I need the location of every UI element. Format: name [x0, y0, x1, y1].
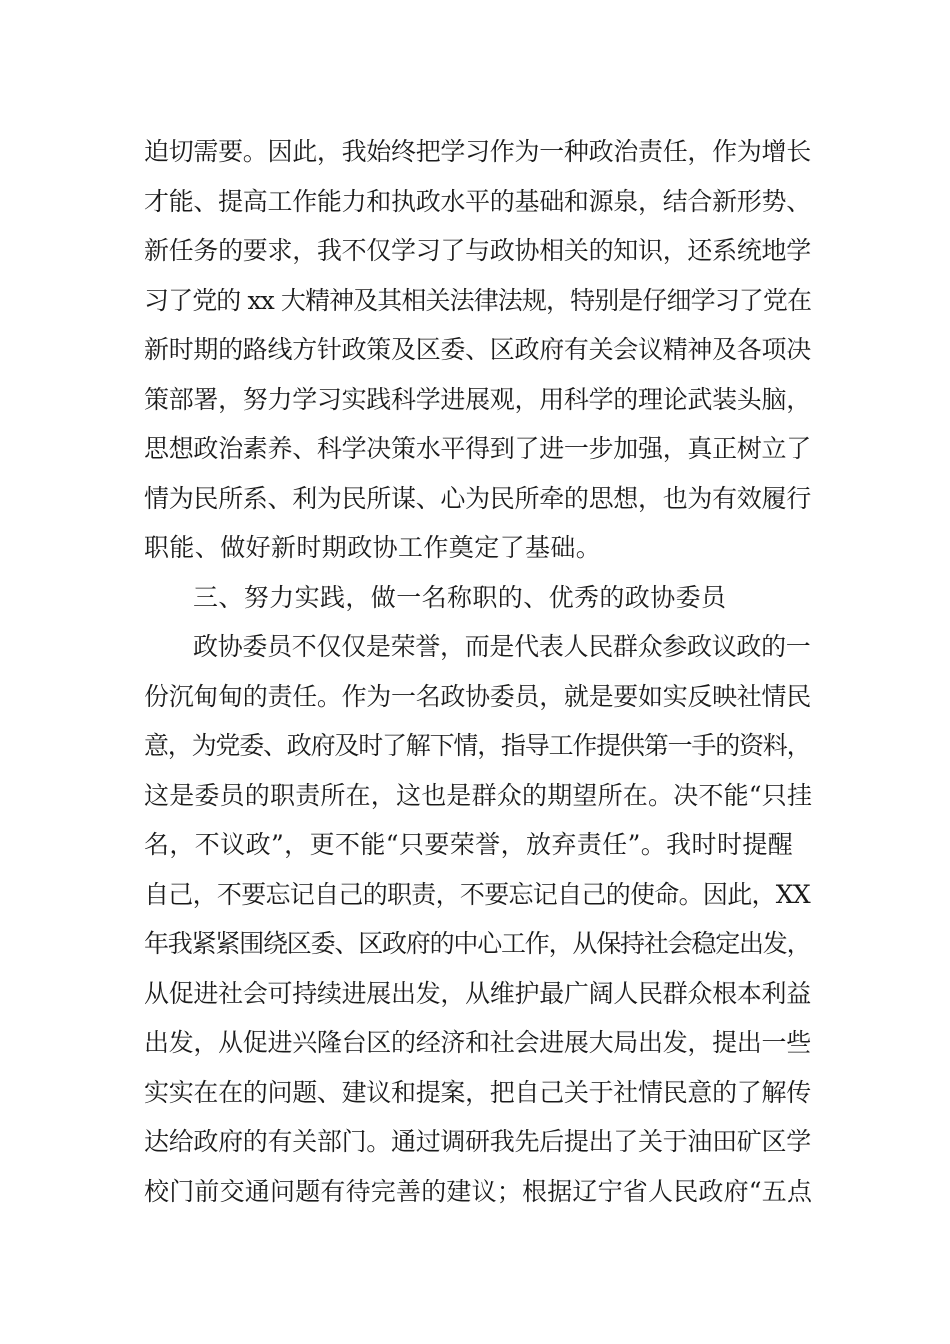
paragraph-first-line: 政协委员不仅仅是荣誉，而是代表人民群众参政议政的一 [193, 632, 811, 661]
text-line: 份沉甸甸的责任。作为一名政协委员，就是要如实反映社情民 [144, 682, 811, 711]
text-line: 这是委员的职责所在，这也是群众的期望所在。决不能“只挂 [144, 781, 813, 810]
section-heading: 三、努力实践，做一名称职的、优秀的政协委员 [193, 583, 727, 612]
text-line: 从促进社会可持续进展出发，从维护最广阔人民群众根本利益 [144, 979, 811, 1008]
text-line: 思想政治素养、科学决策水平得到了进一步加强，真正树立了 [144, 434, 811, 463]
text-line: 出发，从促进兴隆台区的经济和社会进展大局出发，提出一些 [144, 1028, 811, 1057]
text-line: 新任务的要求，我不仅学习了与政协相关的知识，还系统地学 [144, 236, 811, 265]
text-line: 习了党的 xx 大精神及其相关法律法规，特别是仔细学习了党在 [144, 286, 812, 315]
text-line: 年我紧紧围绕区委、区政府的中心工作，从保持社会稳定出发， [144, 929, 811, 958]
text-line: 才能、提高工作能力和执政水平的基础和源泉，结合新形势、 [144, 187, 811, 216]
text-line: 新时期的路线方针政策及区委、区政府有关会议精神及各项决 [144, 335, 811, 364]
text-line: 职能、做好新时期政协工作奠定了基础。 [144, 533, 602, 562]
text-line: 情为民所系、利为民所谋、心为民所牵的思想，也为有效履行 [144, 484, 811, 513]
text-line: 实实在在的问题、建议和提案，把自己关于社情民意的了解传 [144, 1078, 811, 1107]
text-line: 校门前交通问题有待完善的建议；根据辽宁省人民政府“五点 [144, 1177, 813, 1206]
text-line: 自己，不要忘记自己的职责，不要忘记自己的使命。因此，XX [144, 880, 810, 909]
text-line: 名，不议政”，更不能“只要荣誉，放弃责任”。我时时提醒 [144, 830, 794, 859]
text-line: 策部署，努力学习实践科学进展观，用科学的理论武装头脑， [144, 385, 811, 414]
text-line: 意，为党委、政府及时了解下情，指导工作提供第一手的资料， [144, 731, 811, 760]
text-line: 迫切需要。因此，我始终把学习作为一种政治责任，作为增长 [144, 137, 811, 166]
text-line: 达给政府的有关部门。通过调研我先后提出了关于油田矿区学 [144, 1127, 811, 1156]
